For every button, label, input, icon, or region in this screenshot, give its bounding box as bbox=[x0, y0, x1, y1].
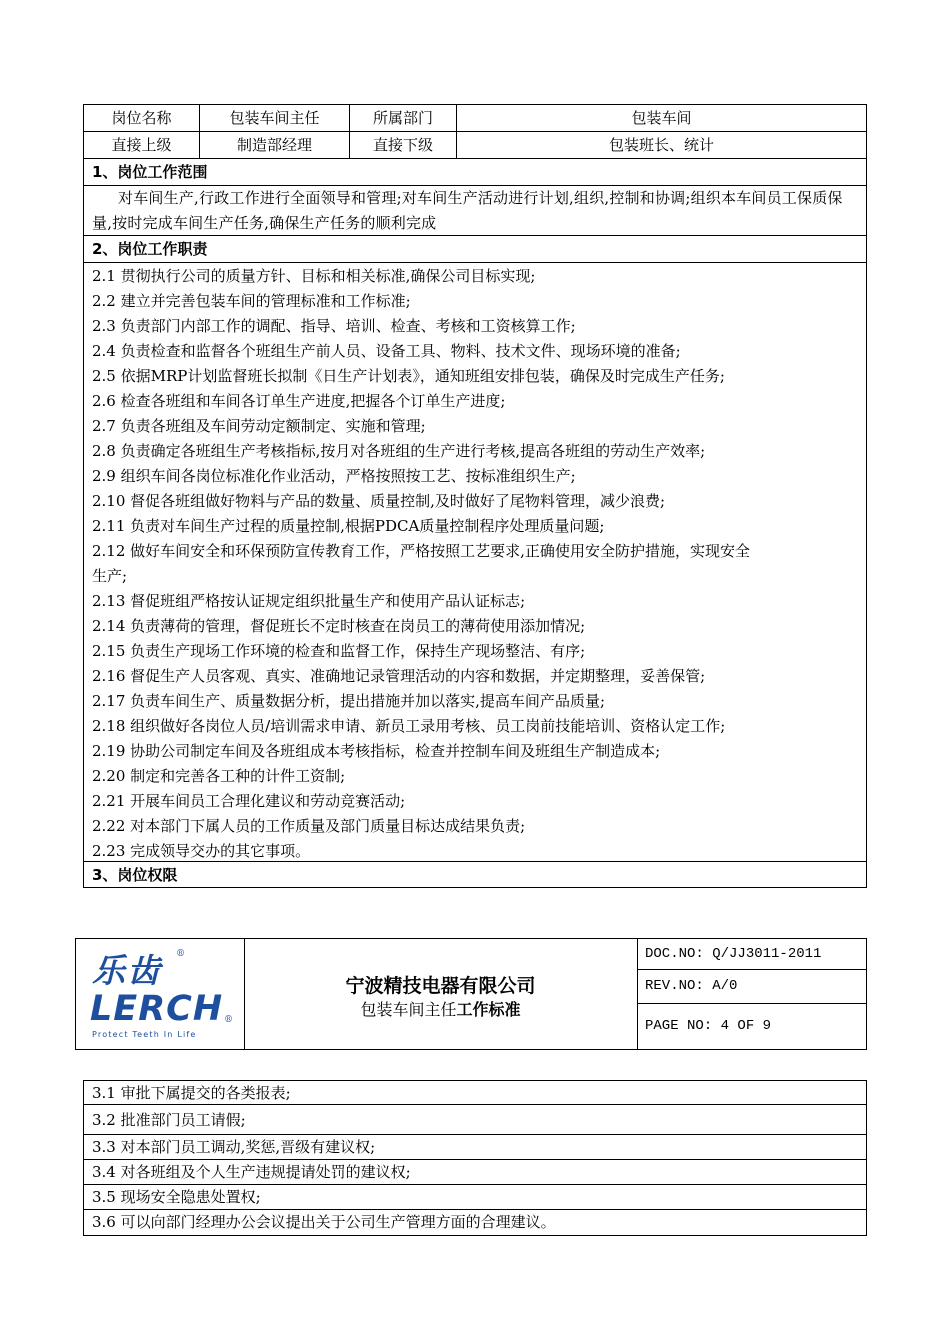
duty-item: 2.3 负责部门内部工作的调配、指导、培训、检查、考核和工资核算工作; bbox=[92, 317, 576, 335]
value-direct-subordinate: 包装班长、统计 bbox=[608, 136, 714, 154]
section-scope-body bbox=[84, 186, 866, 236]
rights-table bbox=[83, 1080, 867, 1236]
info-row-1 bbox=[84, 105, 866, 132]
duty-item: 2.15 负责生产现场工作环境的检查和监督工作，保持生产现场整洁、有序; bbox=[92, 642, 586, 660]
duty-item: 2.21 开展车间员工合理化建议和劳动竞赛活动; bbox=[92, 792, 406, 810]
logo-chinese: 乐齿 bbox=[92, 951, 162, 990]
rights-item: 3.5 现场安全隐患处置权; bbox=[84, 1185, 866, 1210]
rights-item: 3.2 批准部门员工请假; bbox=[84, 1105, 866, 1135]
duty-item: 2.4 负责检查和监督各个班组生产前人员、设备工具、物料、技术文件、现场环境的准备; bbox=[92, 342, 681, 360]
value-position-name: 包装车间主任 bbox=[200, 105, 350, 131]
duty-item: 2.17 负责车间生产、质量数据分析，提出措施并加以落实,提高车间产品质量; bbox=[92, 692, 605, 710]
label-department: 所属部门 bbox=[350, 105, 457, 131]
duties-list bbox=[84, 263, 866, 862]
company-name: 宁波精技电器有限公司 bbox=[345, 975, 536, 997]
duty-item: 2.5 依据MRP计划监督班长拟制《日生产计划表》，通知班组安排包装，确保及时完成生产任务; bbox=[92, 367, 725, 385]
label-position-name: 岗位名称 bbox=[84, 105, 200, 131]
scope-text: 对车间生产,行政工作进行全面领导和管理;对车间生产活动进行计划,组织,控制和协调;组织本车间员工保质保量,按时完成车间生产任务,确保生产任务的顺利完成 bbox=[92, 189, 843, 232]
label-direct-superior: 直接上级 bbox=[84, 132, 200, 158]
section-title-scope: 1、岗位工作范围 bbox=[84, 159, 866, 186]
document-title bbox=[244, 997, 637, 1020]
rights-list bbox=[84, 1081, 866, 1235]
registered-mark-2: ® bbox=[224, 1015, 233, 1025]
section-title-rights: 3、岗位权限 bbox=[92, 866, 178, 884]
duty-item: 2.18 组织做好各岗位人员/培训需求申请、新员工录用考核、员工岗前技能培训、资格认定工作; bbox=[92, 717, 726, 735]
duty-item: 2.1 贯彻执行公司的质量方针、目标和相关标准,确保公司目标实现; bbox=[92, 267, 536, 285]
logo-tagline: Protect Teeth In Life bbox=[92, 1030, 197, 1039]
duty-item: 2.9 组织车间各岗位标准化作业活动，严格按照按工艺、按标准组织生产; bbox=[92, 467, 576, 485]
duty-item: 2.23 完成领导交办的其它事项。 bbox=[92, 842, 311, 860]
duty-item: 2.12 做好车间安全和环保预防宣传教育工作，严格按照工艺要求,正确使用安全防护措施，实现安全 bbox=[92, 542, 750, 560]
section-title-duties: 2、岗位工作职责 bbox=[84, 236, 866, 263]
document-title-standard: 工作标准 bbox=[456, 1000, 521, 1019]
duty-item: 2.13 督促班组严格按认证规定组织批量生产和使用产品认证标志; bbox=[92, 592, 526, 610]
document-title-position: 包装车间主任 bbox=[360, 1000, 457, 1019]
info-row-2 bbox=[84, 132, 866, 159]
value-department: 包装车间 bbox=[631, 109, 692, 127]
rights-item: 3.3 对本部门员工调动,奖惩,晋级有建议权; bbox=[84, 1135, 866, 1160]
registered-mark-1: ® bbox=[176, 949, 185, 959]
logo-area bbox=[76, 939, 245, 1049]
value-direct-superior: 制造部经理 bbox=[200, 132, 350, 158]
document-header bbox=[75, 938, 867, 1050]
duty-item: 2.11 负责对车间生产过程的质量控制,根据PDCA质量控制程序处理质量问题; bbox=[92, 517, 605, 535]
rights-item: 3.4 对各班组及个人生产违规提请处罚的建议权; bbox=[84, 1160, 866, 1185]
doc-info-area bbox=[637, 939, 866, 1049]
rights-item: 3.6 可以向部门经理办公会议提出关于公司生产管理方面的合理建议。 bbox=[92, 1213, 556, 1231]
duty-item: 2.19 协助公司制定车间及各班组成本考核指标，检查并控制车间及班组生产制造成本; bbox=[92, 742, 661, 760]
duty-item: 2.10 督促各班组做好物料与产品的数量、质量控制,及时做好了尾物料管理，减少浪费; bbox=[92, 492, 665, 510]
title-area bbox=[244, 939, 638, 1049]
duty-item: 2.16 督促生产人员客观、真实、准确地记录管理活动的内容和数据，并定期整理，妥善保管; bbox=[92, 667, 706, 685]
revision-number: REV.NO: A/0 bbox=[637, 969, 866, 1004]
doc-number: DOC.NO: Q/JJ3011-2011 bbox=[637, 939, 866, 970]
duty-item: 2.8 负责确定各班组生产考核指标,按月对各班组的生产进行考核,提高各班组的劳动生产效率; bbox=[92, 442, 706, 460]
job-description-table bbox=[83, 104, 867, 888]
duty-item: 2.20 制定和完善各工种的计件工资制; bbox=[92, 767, 346, 785]
duty-item: 2.7 负责各班组及车间劳动定额制定、实施和管理; bbox=[92, 417, 426, 435]
duty-item: 2.22 对本部门下属人员的工作质量及部门质量目标达成结果负责; bbox=[92, 817, 526, 835]
duty-item: 生产; bbox=[92, 567, 128, 585]
duty-item: 2.2 建立并完善包装车间的管理标准和工作标准; bbox=[92, 292, 411, 310]
duty-item: 2.6 检查各班组和车间各订单生产进度,把握各个订单生产进度; bbox=[92, 392, 506, 410]
logo-english: LERCH bbox=[90, 989, 224, 1029]
label-direct-subordinate: 直接下级 bbox=[350, 132, 457, 158]
duty-item: 2.14 负责薄荷的管理，督促班长不定时核查在岗员工的薄荷使用添加情况; bbox=[92, 617, 586, 635]
rights-item: 3.1 审批下属提交的各类报表; bbox=[84, 1081, 866, 1105]
page-number: PAGE NO: 4 OF 9 bbox=[645, 1018, 772, 1034]
